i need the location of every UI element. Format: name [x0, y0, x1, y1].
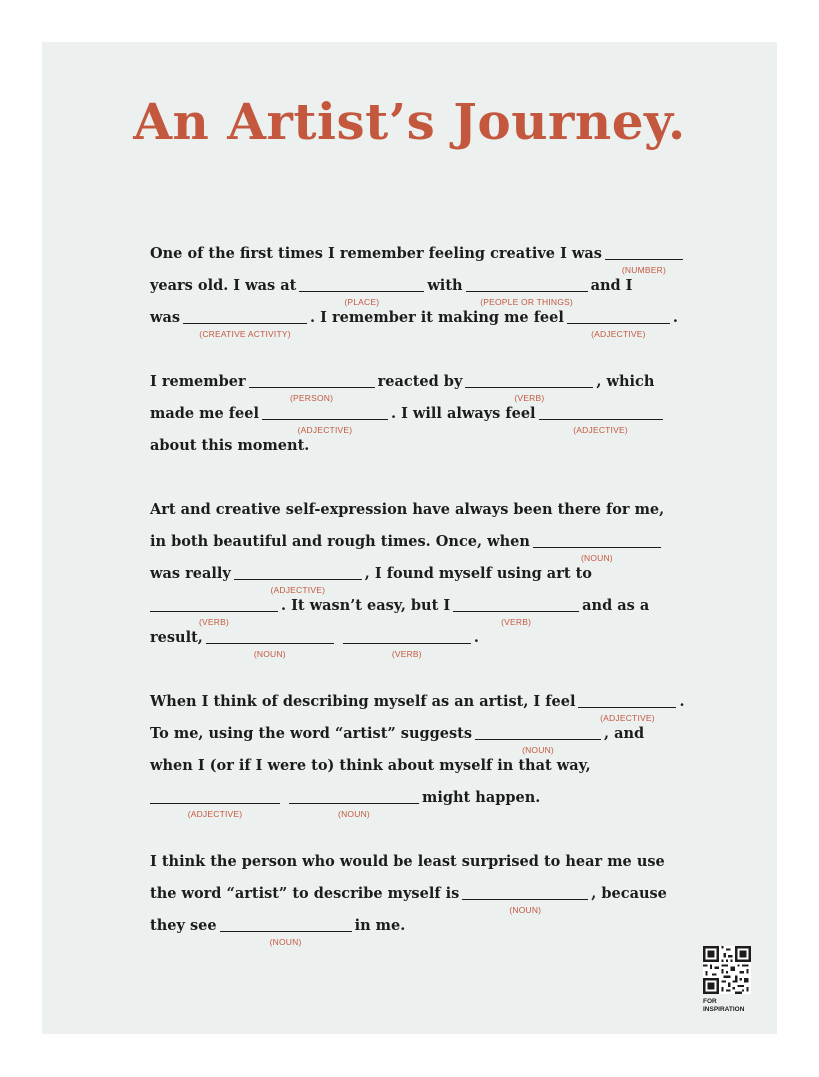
text: when I (or if I were to) think about myself in that way,: [150, 757, 591, 774]
text: , and: [604, 725, 645, 742]
hint: (ADJECTIVE): [270, 585, 326, 595]
hint: (NOUN): [580, 553, 613, 563]
p3-line-2: [150, 532, 664, 564]
p3-line-5: [150, 628, 479, 660]
text: .: [672, 309, 678, 326]
blank-place[interactable]: [299, 276, 424, 307]
blank-adjective[interactable]: [234, 564, 362, 595]
text: When I think of describing myself as an artist, I feel: [150, 693, 576, 710]
qr-caption: FOR INSPIRATION: [703, 998, 745, 1013]
p4-line-1: [150, 692, 685, 724]
text: and I: [590, 277, 633, 294]
blank-adjective[interactable]: [578, 692, 676, 723]
text: and as a: [582, 597, 650, 614]
p3-line-4: [150, 596, 649, 628]
text: One of the first times I remember feeling creative I was: [150, 245, 602, 262]
p3-line-3: [150, 564, 592, 596]
blank-adjective[interactable]: [150, 788, 280, 819]
p4-line-3: [150, 756, 591, 788]
blank-number[interactable]: [605, 244, 683, 275]
p2-line-2: [150, 404, 666, 436]
hint: (ADJECTIVE): [187, 809, 243, 819]
hint: (NOUN): [253, 649, 286, 659]
hint: (VERB): [514, 393, 545, 403]
text: about this moment.: [150, 437, 310, 454]
hint: (PEOPLE OR THINGS): [480, 297, 573, 307]
text: , which: [596, 373, 655, 390]
p2-line-3: [150, 436, 309, 468]
text: was: [150, 309, 181, 326]
blank-noun[interactable]: [533, 532, 661, 563]
blank-noun[interactable]: [220, 916, 352, 947]
hint: (CREATIVE ACTIVITY): [199, 329, 291, 339]
blank-adjective[interactable]: [539, 404, 663, 435]
blank-verb[interactable]: [150, 596, 278, 627]
text: result,: [150, 629, 203, 646]
text: reacted by: [377, 373, 463, 390]
blank-adjective[interactable]: [567, 308, 670, 339]
text: made me feel: [150, 405, 259, 422]
blank-verb[interactable]: [453, 596, 579, 627]
text: was really: [150, 565, 231, 582]
hint: (NOUN): [338, 809, 370, 819]
blank-people-or-things[interactable]: [466, 276, 588, 307]
blank-noun[interactable]: [462, 884, 588, 915]
text: I remember: [150, 373, 246, 390]
hint: (ADJECTIVE): [297, 425, 353, 435]
blank-verb[interactable]: [343, 628, 471, 659]
text: the word “artist” to describe myself is: [150, 885, 460, 902]
qr-code-icon[interactable]: [703, 946, 751, 994]
text: they see: [150, 917, 217, 934]
p1-line-1: [150, 244, 686, 276]
text: in me.: [354, 917, 406, 934]
hint: (VERB): [391, 649, 422, 659]
p4-line-4: [150, 788, 540, 820]
hint: (NOUN): [522, 745, 554, 755]
blank-person[interactable]: [249, 372, 375, 403]
p1-line-2: [150, 276, 632, 308]
hint: (VERB): [501, 617, 532, 627]
text: might happen.: [422, 789, 541, 806]
text: , because: [591, 885, 667, 902]
blank-creative-activity[interactable]: [183, 308, 307, 339]
text: years old. I was at: [150, 277, 297, 294]
blank-noun[interactable]: [475, 724, 601, 755]
page-title: An Artist’s Journey.: [133, 92, 686, 151]
blank-noun[interactable]: [206, 628, 334, 659]
hint: (VERB): [198, 617, 229, 627]
hint: (NOUN): [509, 905, 542, 915]
text: To me, using the word “artist” suggests: [150, 725, 473, 742]
text: .: [473, 629, 479, 646]
p3-line-1: [150, 500, 664, 532]
hint: (PERSON): [290, 393, 334, 403]
text: , I found myself using art to: [364, 565, 592, 582]
hint: (NUMBER): [621, 265, 666, 275]
text: Art and creative self-expression have always been there for me,: [150, 501, 665, 518]
p5-line-1: [150, 852, 665, 884]
hint: (NOUN): [269, 937, 302, 947]
p1-line-3: [150, 308, 678, 340]
text: with: [427, 277, 463, 294]
text: I think the person who would be least surprised to hear me use: [150, 853, 665, 870]
text: . I will always feel: [390, 405, 536, 422]
hint: (ADJECTIVE): [600, 713, 655, 723]
text: in both beautiful and rough times. Once, when: [150, 533, 530, 550]
hint: (PLACE): [344, 297, 380, 307]
p2-line-1: [150, 372, 654, 404]
hint: (ADJECTIVE): [591, 329, 646, 339]
text: .: [679, 693, 685, 710]
text: . I remember it making me feel: [310, 309, 564, 326]
text: . It wasn’t easy, but I: [281, 597, 451, 614]
p4-line-2: [150, 724, 644, 756]
p5-line-3: [150, 916, 405, 948]
blank-verb[interactable]: [465, 372, 593, 403]
blank-adjective[interactable]: [262, 404, 388, 435]
p5-line-2: [150, 884, 667, 916]
blank-noun[interactable]: [289, 788, 419, 819]
hint: (ADJECTIVE): [573, 425, 628, 435]
